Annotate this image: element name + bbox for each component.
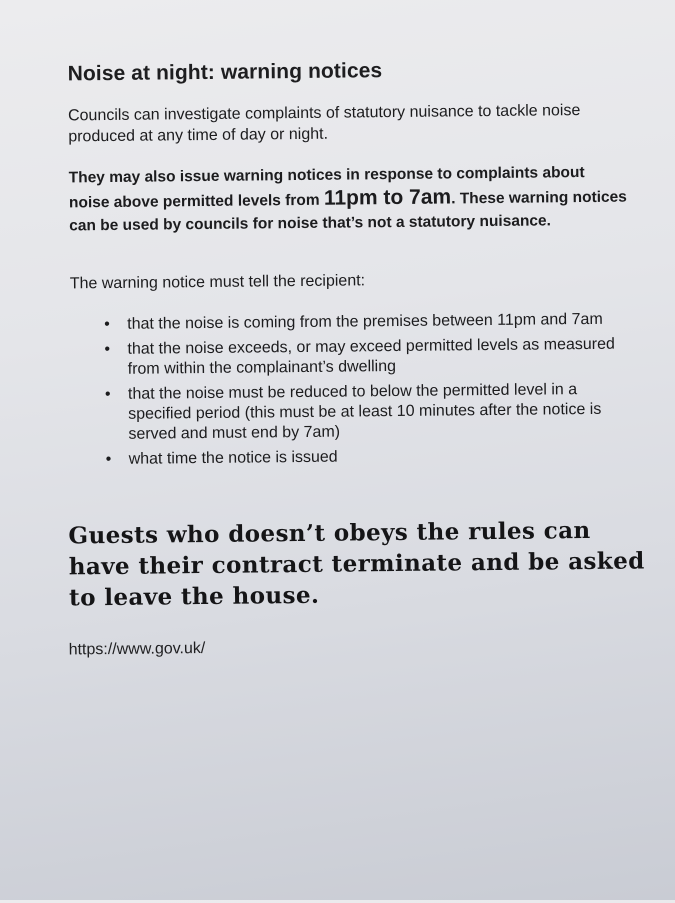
bullet-icon: • bbox=[104, 340, 111, 359]
list-item-text: what time the notice is issued bbox=[128, 448, 338, 468]
list-item bbox=[100, 310, 620, 335]
page-title: Noise at night: warning notices bbox=[67, 59, 383, 86]
list-item bbox=[102, 445, 622, 470]
list-item bbox=[100, 335, 620, 380]
time-range-highlight: 11pm to 7am bbox=[323, 185, 452, 210]
list-item bbox=[101, 380, 622, 445]
bullet-icon: • bbox=[104, 385, 111, 404]
bullet-icon: • bbox=[105, 450, 112, 469]
paragraph-text-before-time: They may also issue warning notices in response to complaints about noise above permitted levels from bbox=[68, 164, 585, 212]
bullet-icon: • bbox=[104, 315, 110, 334]
list-item-text: that the noise must be reduced to below the permitted level in a specified period (this must be at least 10 minutes after the notice is served and must end by 7am) bbox=[127, 381, 602, 443]
intro-paragraph: Councils can investigate complaints of statutory nuisance to tackle noise produced at any time of day or night. bbox=[67, 102, 581, 146]
requirements-list bbox=[100, 310, 622, 475]
list-item-text: that the noise exceeds, or may exceed permitted levels as measured from within the complainant’s dwelling bbox=[127, 335, 615, 378]
list-lead-text: The warning notice must tell the recipient: bbox=[69, 272, 366, 293]
warning-notice-paragraph bbox=[69, 161, 630, 238]
list-item-text: that the noise is coming from the premises between 11pm and 7am bbox=[127, 310, 603, 333]
source-url: https://www.gov.uk/ bbox=[68, 640, 206, 659]
paragraph-text-after-time: . These warning notices can be used by councils for noise that’s not a statutory nuisance. bbox=[69, 188, 627, 235]
house-rules-warning: Guests who doesn’t obeys the rules can have their contract terminate and be asked to leave the house. bbox=[68, 516, 645, 612]
